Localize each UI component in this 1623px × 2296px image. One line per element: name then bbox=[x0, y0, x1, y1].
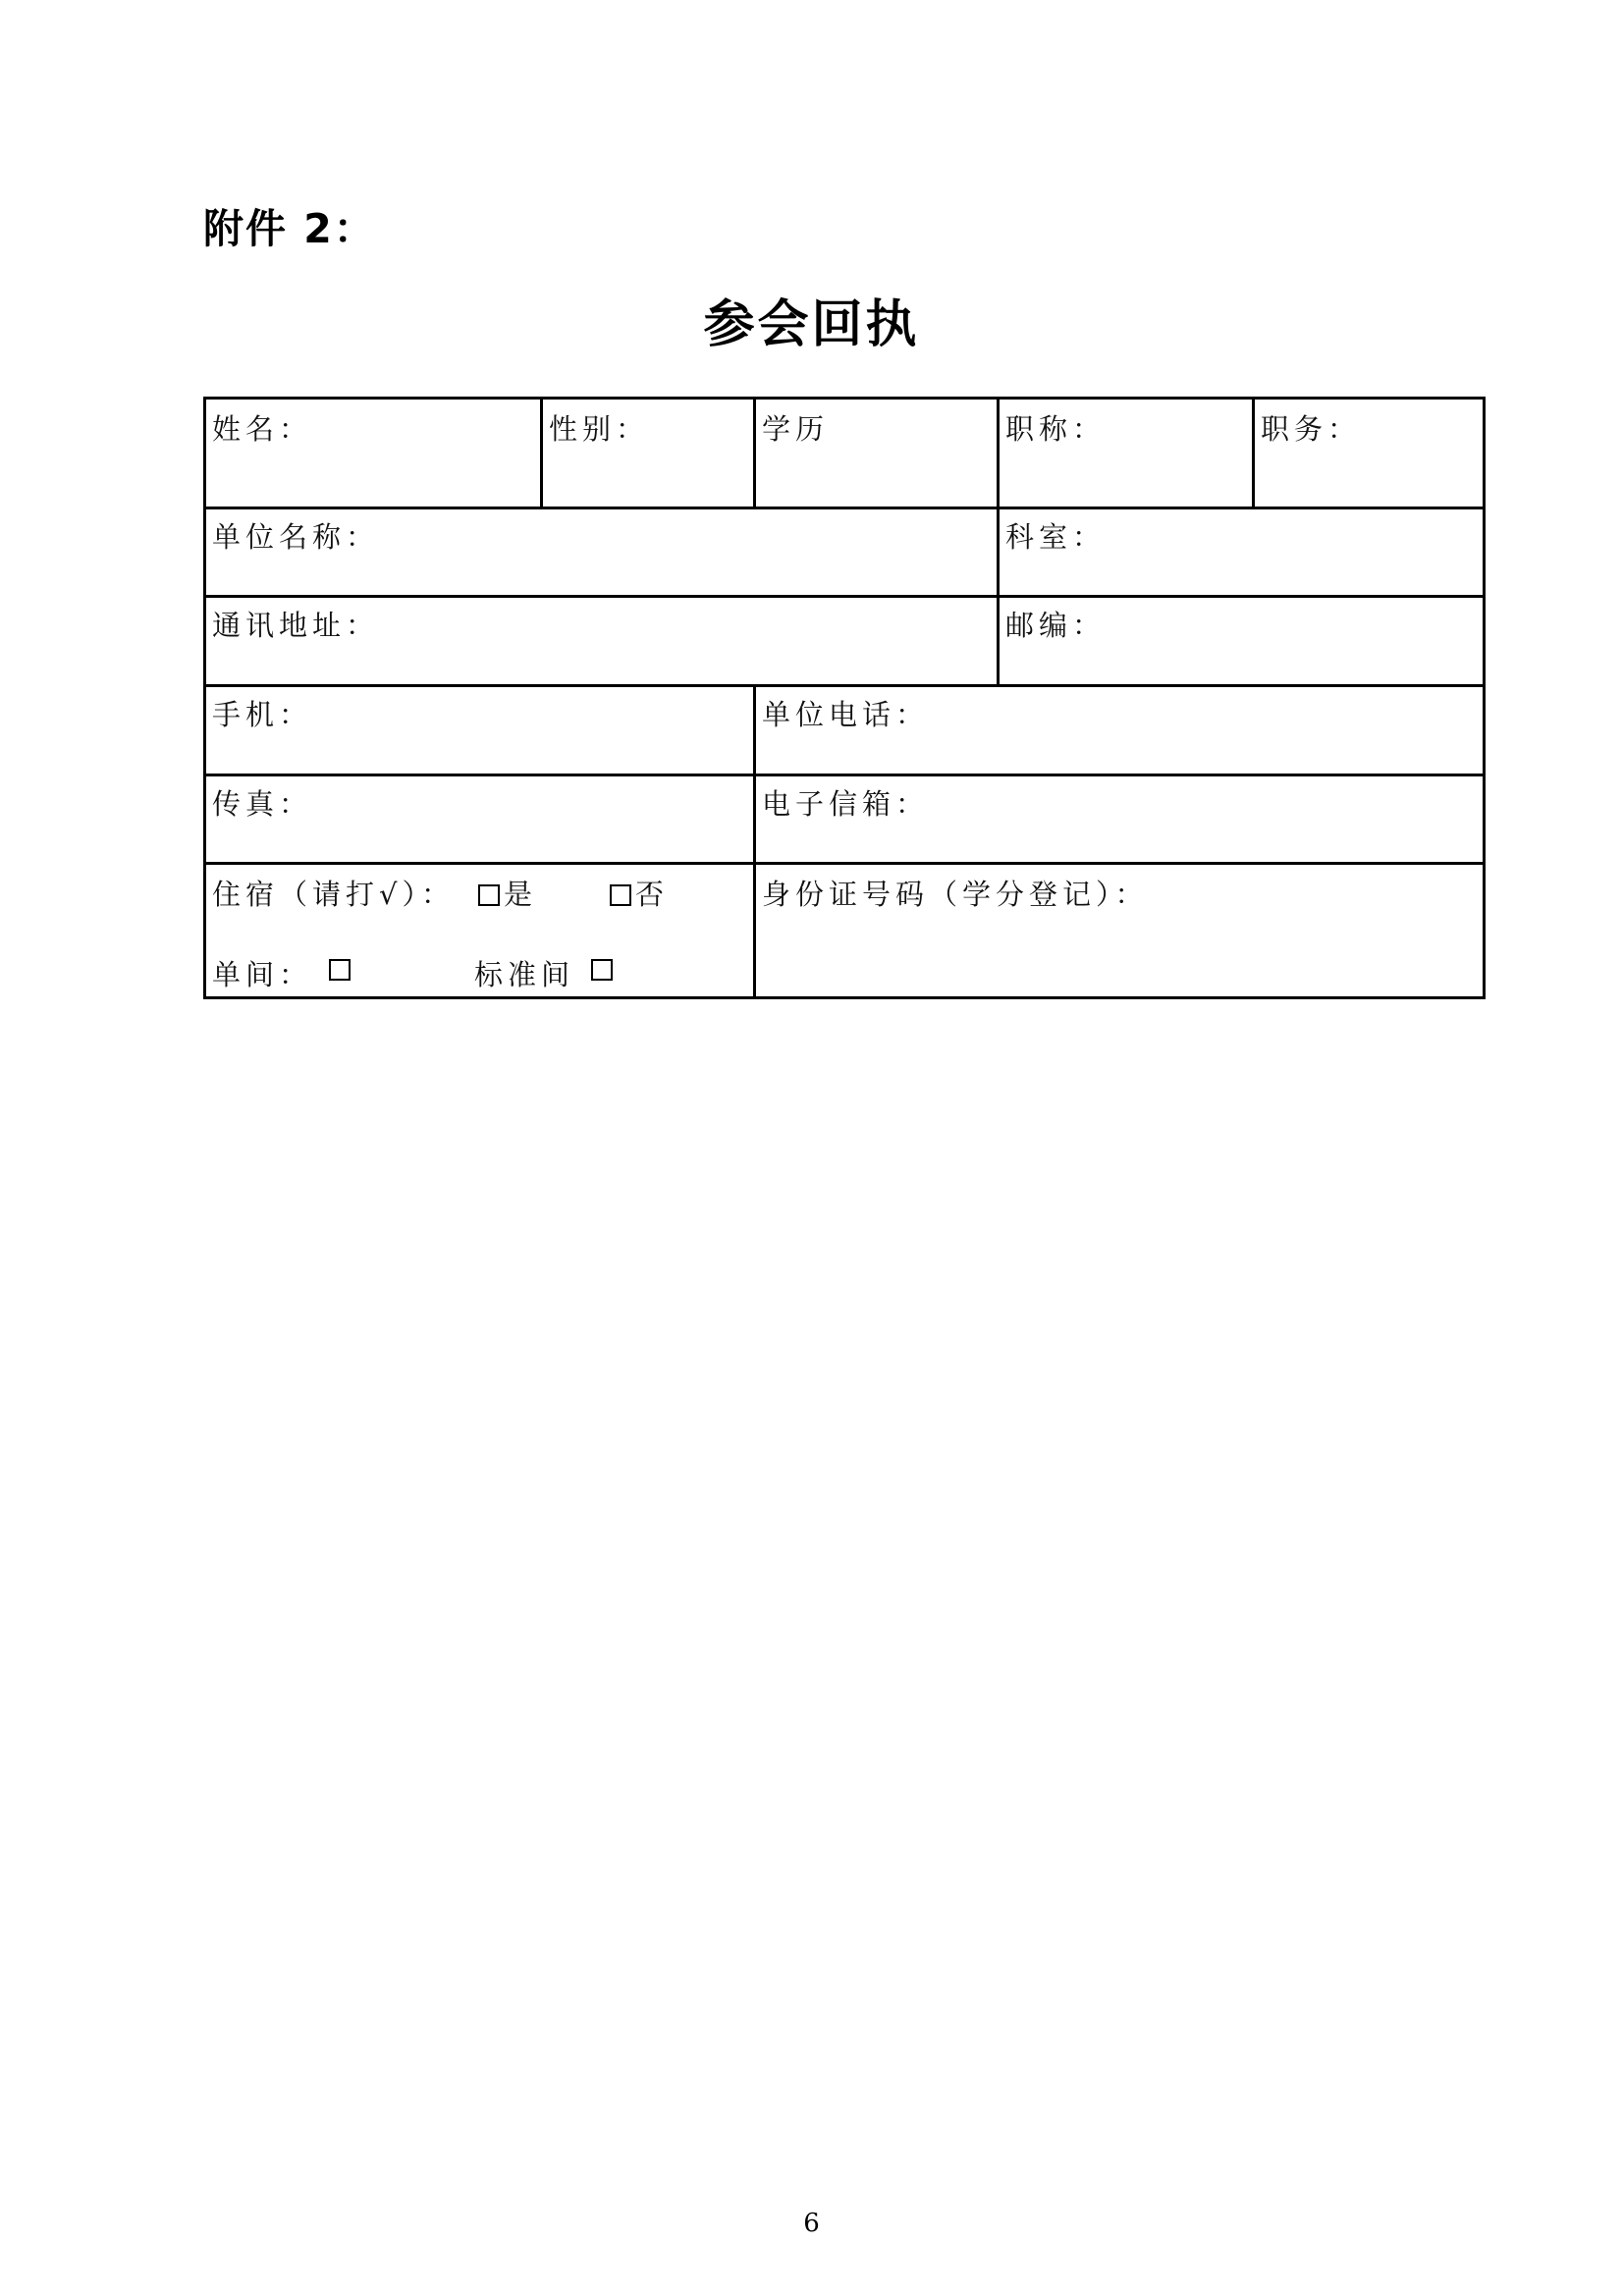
position-cell[interactable] bbox=[1255, 400, 1483, 507]
standard-room-label: 标准间 bbox=[474, 958, 575, 991]
education-cell[interactable] bbox=[756, 400, 997, 507]
lodging-yes-checkbox[interactable] bbox=[478, 884, 500, 906]
position-label: 职务： bbox=[1261, 412, 1362, 446]
lodging-no-text: 否 bbox=[635, 878, 670, 911]
organization-cell[interactable] bbox=[206, 509, 997, 595]
lodging-yes-option[interactable] bbox=[478, 873, 537, 913]
standard-room-checkbox[interactable] bbox=[591, 959, 613, 981]
lodging-no-option[interactable] bbox=[610, 873, 669, 913]
id-number-cell[interactable] bbox=[756, 865, 1483, 996]
form-title: 参会回执 bbox=[703, 294, 920, 354]
name-cell[interactable] bbox=[206, 400, 540, 507]
name-label: 姓名： bbox=[212, 412, 313, 446]
fax-cell[interactable] bbox=[206, 776, 753, 862]
email-cell[interactable] bbox=[756, 776, 1483, 862]
lodging-cell bbox=[206, 865, 753, 996]
work-phone-cell[interactable] bbox=[756, 687, 1483, 774]
single-room-checkbox[interactable] bbox=[329, 959, 351, 981]
mobile-cell[interactable] bbox=[206, 687, 753, 774]
attachment-label: 附件 2： bbox=[203, 205, 376, 252]
address-cell[interactable] bbox=[206, 598, 997, 684]
lodging-no-checkbox[interactable] bbox=[610, 884, 631, 906]
single-room-label: 单间： bbox=[212, 958, 313, 991]
email-label: 电子信箱： bbox=[762, 787, 930, 821]
lodging-yes-text: 是 bbox=[504, 878, 538, 911]
mobile-label: 手机： bbox=[212, 698, 313, 731]
department-cell[interactable] bbox=[1000, 509, 1483, 595]
gender-label: 性别： bbox=[549, 412, 650, 446]
lodging-label: 住宿（请打√）： bbox=[212, 878, 455, 911]
work-phone-label: 单位电话： bbox=[762, 698, 930, 731]
postcode-cell[interactable] bbox=[1000, 598, 1483, 684]
department-label: 科室： bbox=[1005, 520, 1107, 554]
registration-form-table bbox=[203, 397, 1486, 999]
education-label: 学历 bbox=[762, 412, 830, 446]
professional-title-cell[interactable] bbox=[1000, 400, 1252, 507]
page-number: 6 bbox=[803, 2209, 820, 2238]
postcode-label: 邮编： bbox=[1005, 609, 1107, 642]
address-label: 通讯地址： bbox=[212, 609, 380, 642]
fax-label: 传真： bbox=[212, 787, 313, 821]
organization-label: 单位名称： bbox=[212, 520, 380, 554]
id-number-label: 身份证号码（学分登记）： bbox=[762, 878, 1149, 911]
gender-cell[interactable] bbox=[543, 400, 753, 507]
professional-title-label: 职称： bbox=[1005, 412, 1107, 446]
